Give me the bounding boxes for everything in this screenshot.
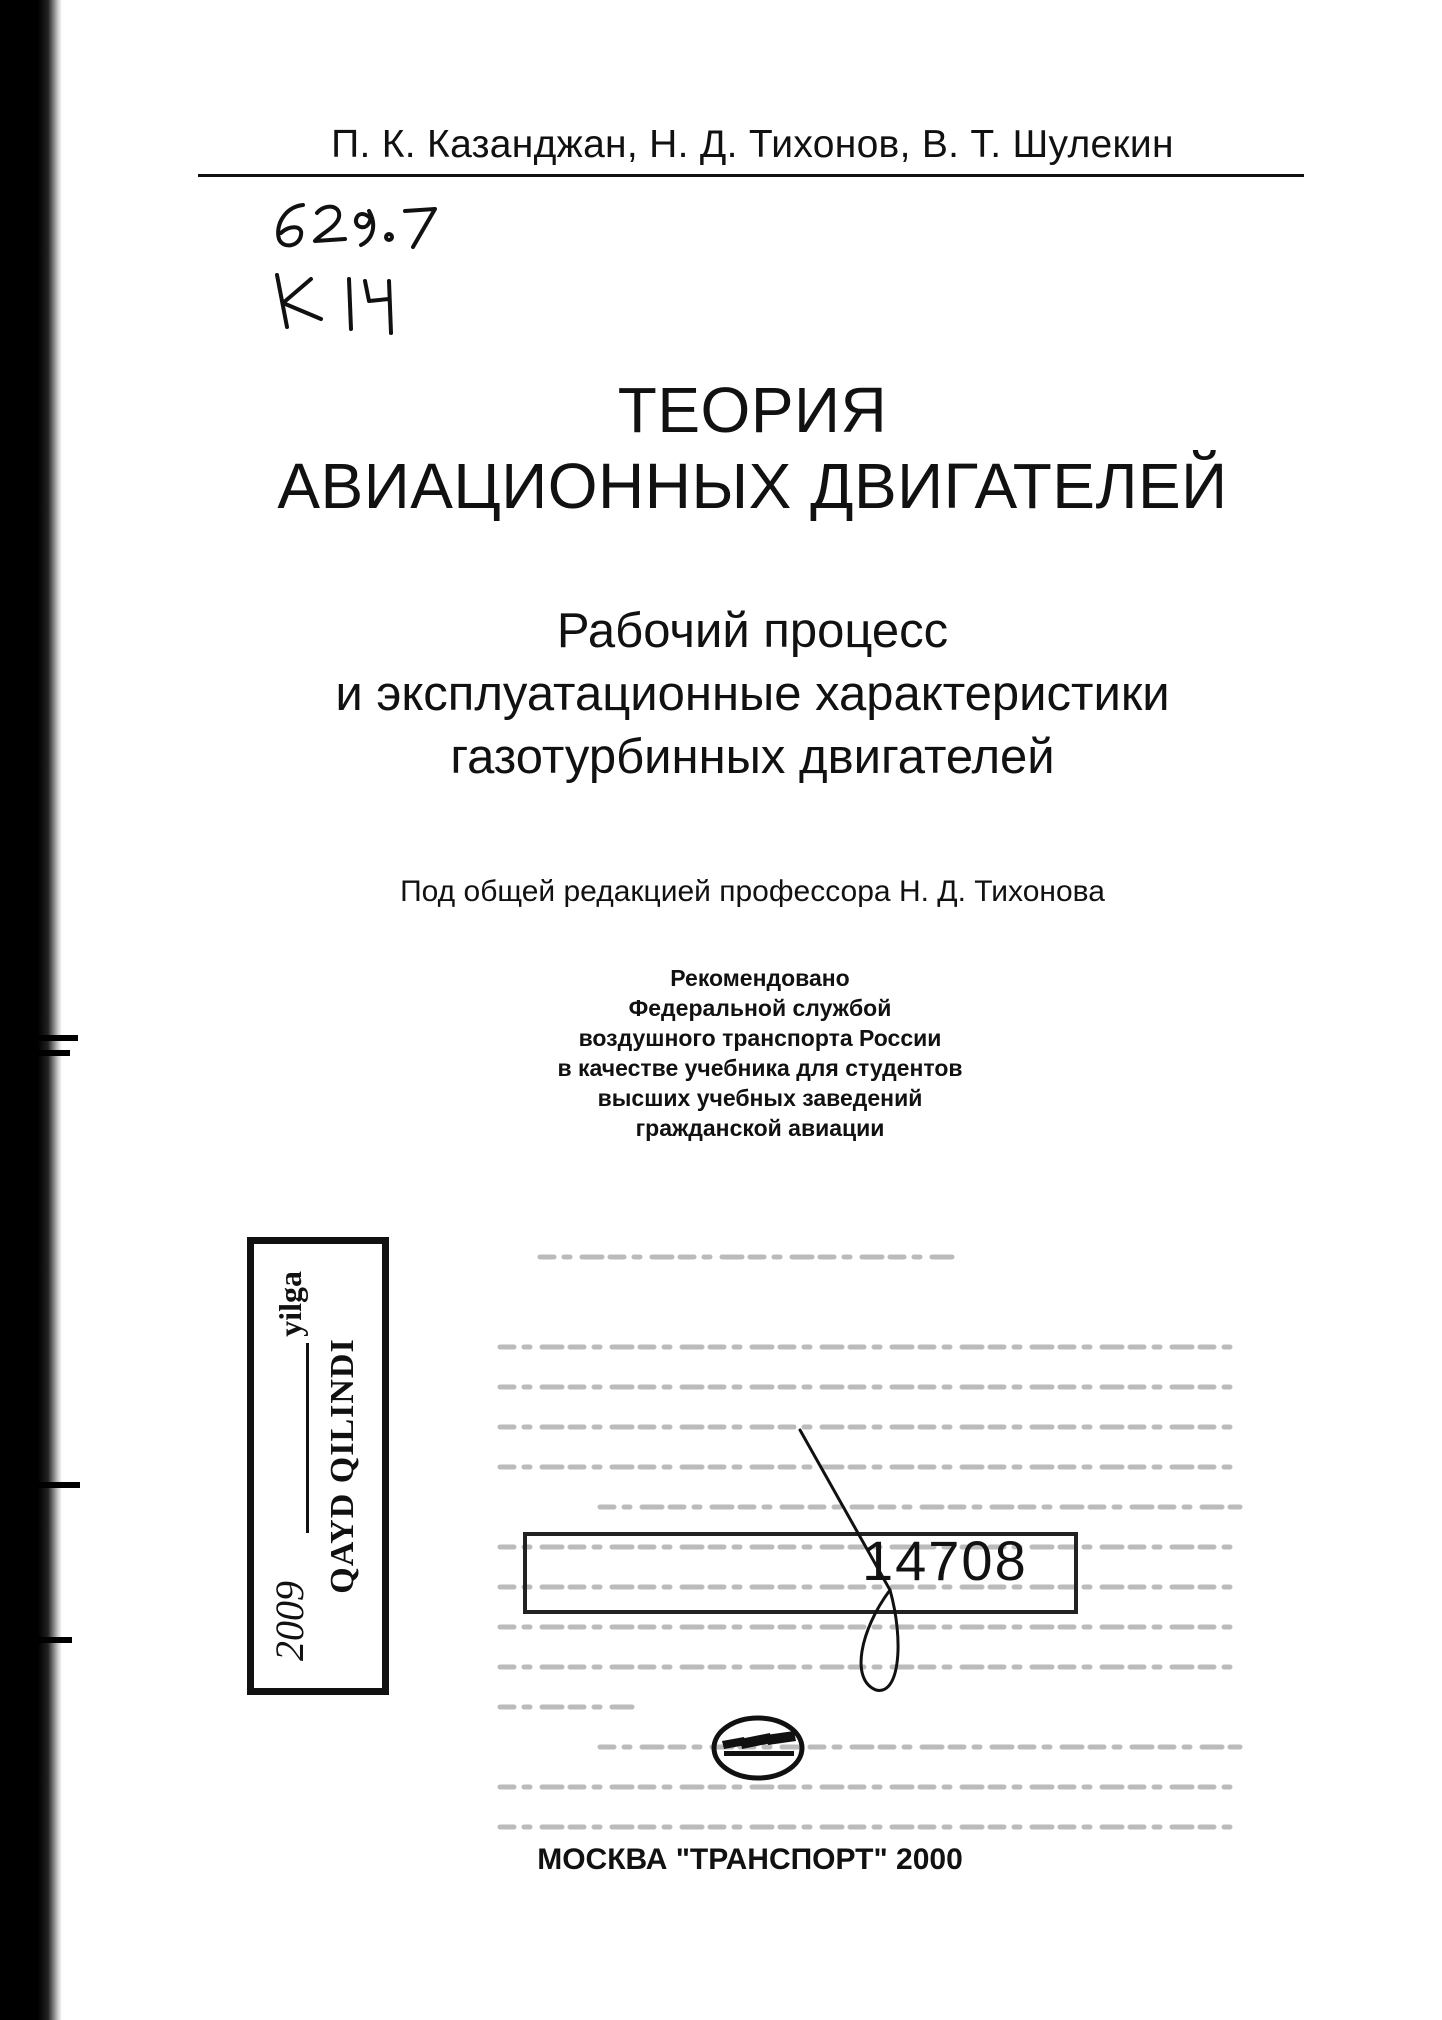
registration-stamp xyxy=(247,1237,389,1695)
recommendation-line: воздушного транспорта России xyxy=(578,1025,942,1051)
subtitle-line-2: и эксплуатационные характеристики xyxy=(335,667,1170,721)
recommendation-block xyxy=(480,963,1040,1143)
title-line-2: АВИАЦИОННЫХ ДВИГАТЕЛЕЙ xyxy=(277,450,1228,522)
stamp-label: QAYD QILINDI xyxy=(324,1338,361,1594)
title-line-1: ТЕОРИЯ xyxy=(617,374,888,446)
stamp-suffix: yilga xyxy=(272,1271,308,1337)
recommendation-line: в качестве учебника для студентов xyxy=(557,1055,963,1081)
scan-artifact xyxy=(0,1050,70,1056)
recommendation-line: высших учебных заведений xyxy=(597,1085,923,1111)
editor-line: Под общей редакцией профессора Н. Д. Тихонова xyxy=(400,875,1105,908)
stamp-date-line xyxy=(272,1271,320,1661)
scan-artifact xyxy=(0,1035,78,1041)
handwritten-mark xyxy=(780,1420,920,1700)
authors-line: П. К. Казанджан, Н. Д. Тихонов, В. Т. Шулекин xyxy=(331,123,1174,166)
recommendation-line: Федеральной службой xyxy=(628,995,892,1021)
scan-artifact xyxy=(0,1637,72,1643)
subtitle-line-3: газотурбинных двигателей xyxy=(450,730,1055,784)
inventory-number: 14708 xyxy=(862,1529,1028,1592)
authors-underline xyxy=(198,174,1304,177)
scan-left-edge xyxy=(0,0,62,2020)
subtitle xyxy=(200,600,1305,789)
publisher-imprint: МОСКВА "ТРАНСПОРТ" 2000 xyxy=(537,1843,963,1876)
publisher-logo-icon xyxy=(710,1715,806,1781)
main-title xyxy=(200,372,1305,524)
handwritten-shelf-mark xyxy=(265,195,505,355)
stamp-year: 2009 xyxy=(267,1581,312,1661)
recommendation-line: гражданской авиации xyxy=(635,1115,885,1141)
recommendation-line: Рекомендовано xyxy=(670,965,850,991)
scan-artifact xyxy=(0,1482,80,1488)
subtitle-line-1: Рабочий процесс xyxy=(556,604,949,658)
